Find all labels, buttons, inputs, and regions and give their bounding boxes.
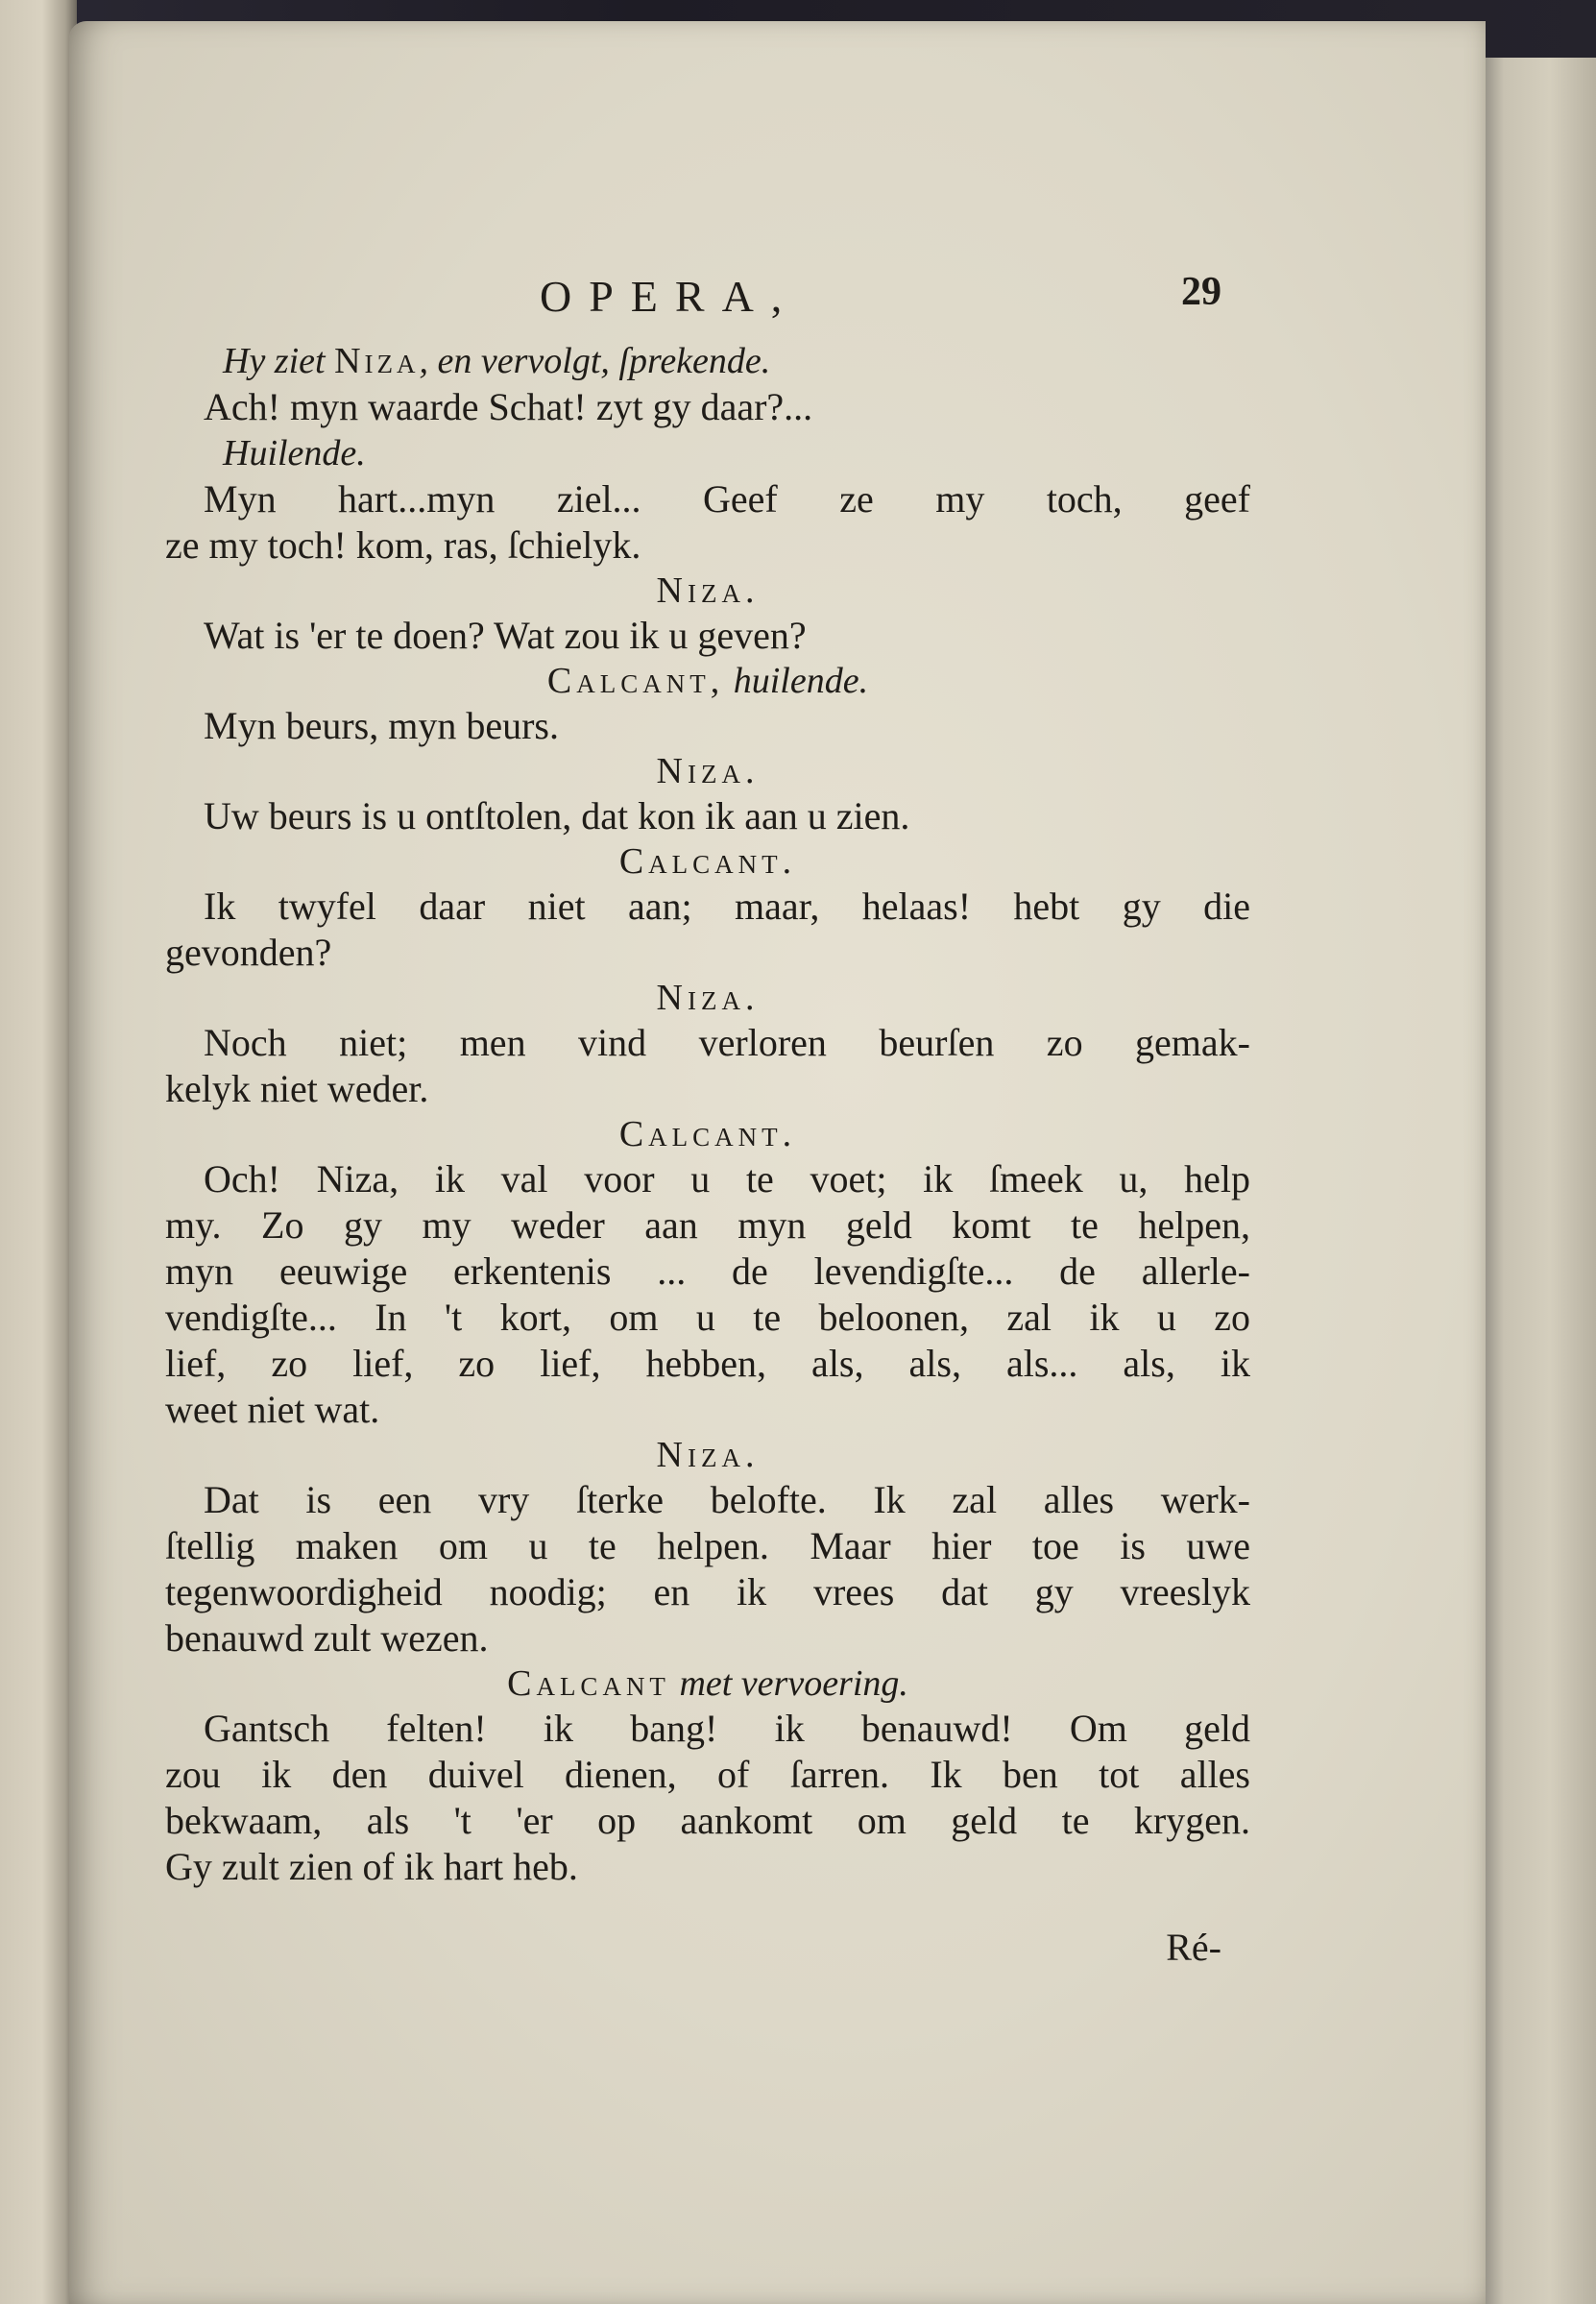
text-line: vendigſte... In 't kort, om u te beloonen, zal ik u zo [165,1296,1250,1339]
text-block [165,271,1250,1970]
catchword: Ré- [1166,1926,1221,1969]
text-line: Ach! myn waarde Schat! zyt gy daar?... [204,385,813,428]
text-line: Ik twyfel daar niet aan; maar, helaas! hebt gy die [204,885,1250,928]
text-line: gevonden? [165,931,332,974]
text-line: Gantsch felten! ik bang! ik benauwd! Om geld [204,1707,1250,1750]
text-line: kelyk niet weder. [165,1067,429,1110]
speaker-heading [165,1661,1250,1706]
speaker-heading [165,1112,1250,1156]
text-line: Gy zult zien of ik hart heb. [165,1845,578,1888]
running-head [165,271,1250,338]
text-line: Myn hart...myn ziel... Geef ze my toch, geef [204,477,1250,521]
text-line: Uw beurs is u ontſtolen, dat kon ik aan u zien. [204,794,910,837]
text-line: Wat is 'er te doen? Wat zou ik u geven? [204,614,807,657]
stage-direction-segment: Hy ziet [223,341,335,381]
speaker-name: Niza. [656,978,760,1018]
stage-direction: Huilende. [223,433,366,473]
speaker-name: Niza. [656,570,760,611]
speaker-heading [165,1433,1250,1477]
previous-page-edge [0,0,77,2304]
stage-direction [165,338,1250,384]
stage-direction: huilende. [724,661,869,701]
speaker-heading [165,976,1250,1020]
text-line: lief, zo lief, zo lief, hebben, als, als, als... als, ik [165,1342,1250,1385]
text-line: my. Zo gy my weder aan myn geld komt te helpen, [165,1203,1250,1247]
text-line: Noch niet; men vind verloren beurſen zo gemak- [204,1021,1250,1064]
page-body [165,338,1250,1890]
speaker-name: Niza. [656,1435,760,1475]
text-line: bekwaam, als 't 'er op aankomt om geld te krygen. [165,1799,1250,1842]
speaker-name: Niza. [656,751,760,791]
text-line: Och! Niza, ik val voor u te voet; ik ſmeek u, help [204,1157,1250,1201]
stage-direction-segment: , en vervolgt, ſprekende. [419,341,771,381]
page-stack-edge [1481,58,1596,2304]
text-line: Myn beurs, myn beurs. [204,704,559,747]
speaker-name: Calcant, [546,661,725,701]
book-page [69,21,1486,2304]
speaker-heading [165,659,1250,703]
text-line: ſtellig maken om u te helpen. Maar hier toe is uwe [165,1524,1250,1567]
speaker-heading [165,749,1250,793]
text-line: weet niet wat. [165,1388,380,1431]
running-title: OPERA, [540,272,800,321]
stage-direction: met vervoering. [669,1663,908,1704]
text-line: ze my toch! kom, ras, ſchielyk. [165,523,641,567]
text-line: tegenwoordigheid noodig; en ik vrees dat gy vreeslyk [165,1570,1250,1613]
text-line: benauwd zult wezen. [165,1616,489,1660]
text-line: zou ik den duivel dienen, of ſarren. Ik ben tot alles [165,1753,1250,1796]
stage-direction-segment: Niza [334,341,420,381]
speaker-name: Calcant. [618,841,797,882]
text-line: myn eeuwige erkentenis ... de levendigſte... de allerle- [165,1249,1250,1293]
speaker-name: Calcant [507,1663,670,1704]
speaker-name: Calcant. [618,1114,797,1154]
page-number: 29 [1181,270,1221,314]
speaker-heading [165,569,1250,613]
speaker-heading [165,839,1250,884]
text-line: Dat is een vry ſterke belofte. Ik zal alles werk- [204,1478,1250,1521]
